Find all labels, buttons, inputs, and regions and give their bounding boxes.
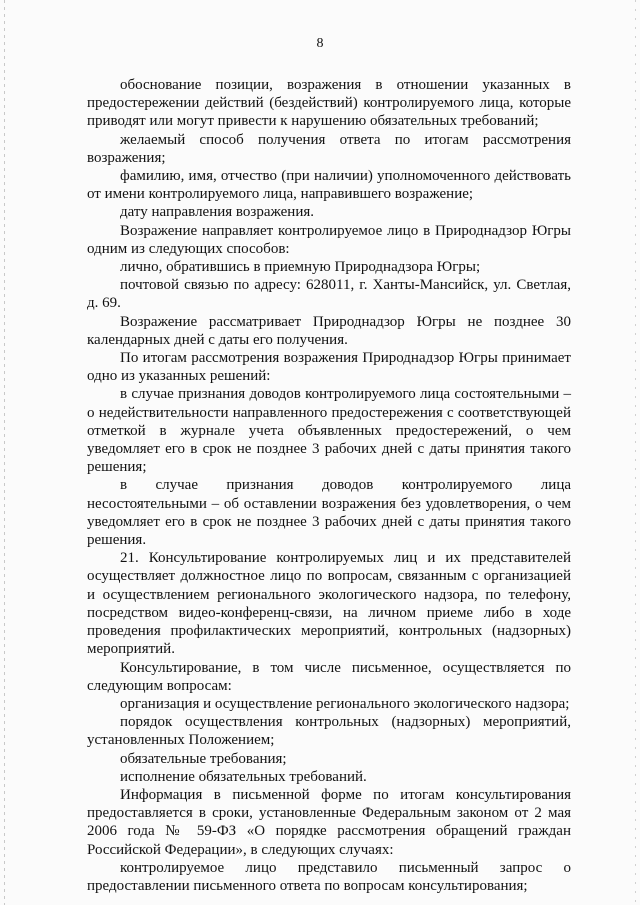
page-number: 8 <box>316 36 324 51</box>
paragraph: дату направления возражения. <box>120 204 315 221</box>
paragraph: Консультирование, в том числе письменное, осуществляется по следующим вопросам: <box>87 659 571 694</box>
paragraph: Возражение направляет контролируемое лицо в Природнадзор Югры одним из следующих способов: <box>87 222 571 257</box>
scan-edge-left <box>4 0 5 905</box>
paragraph: желаемый способ получения ответа по итогам рассмотрения возражения; <box>87 131 571 166</box>
paragraph: 21. Консультирование контролируемых лиц и их представителей осуществляет должностное лицо по вопросам, связанным с организацией и осуществлением регионального экологического надзора, по телефону, посредством видео-конференц-связи, на личном приеме либо в ходе проведения профилактических мероприятий, контрольных (надзорных) мероприятий. <box>87 550 571 658</box>
paragraph: обязательные требования; <box>120 750 287 767</box>
paragraph: Возражение рассматривает Природнадзор Югры не позднее 30 календарных дней с даты его получения. <box>87 313 571 348</box>
scan-edge-right <box>635 0 636 905</box>
paragraph: почтовой связью по адресу: 628011, г. Ханты-Мансийск, ул. Светлая, д. 69. <box>87 277 571 312</box>
paragraph: По итогам рассмотрения возражения Природнадзор Югры принимает одно из указанных решений: <box>87 350 571 385</box>
document-body <box>87 76 571 895</box>
paragraph: Информация в письменной форме по итогам консультирования предоставляется в сроки, установленные Федеральным законом от 2 мая 2006 года № 59-ФЗ «О порядке рассмотрения обращений граждан Российской Федерации», в следующих случаях: <box>87 786 571 858</box>
paragraph: обоснование позиции, возражения в отношении указанных в предостережении действий (бездействий) контролируемого лица, которые приводят или могут привести к нарушению обязательных требований; <box>87 77 571 130</box>
paragraph: порядок осуществления контрольных (надзорных) мероприятий, установленных Положением; <box>87 714 571 749</box>
paragraph: лично, обратившись в приемную Природнадзора Югры; <box>120 259 481 276</box>
paragraph: фамилию, имя, отчество (при наличии) уполномоченного действовать от имени контролируемого лица, направившего возражение; <box>87 168 571 203</box>
paragraph: контролируемое лицо представило письменный запрос о предоставлении письменного ответа по вопросам консультирования; <box>87 859 571 894</box>
paragraph: исполнение обязательных требований. <box>120 768 367 785</box>
paragraph: в случае признания доводов контролируемого лица состоятельными – о недействительности направленного предостережения с соответствующей отметкой в журнале учета объявленных предостережений, о чем уведомляет его в срок не позднее 3 рабочих дней с даты принятия такого решения; <box>87 386 571 476</box>
paragraph: организация и осуществление регионального экологического надзора; <box>120 695 570 712</box>
paragraph: в случае признания доводов контролируемого лица несостоятельными – об оставлении возражения без удовлетворения, о чем уведомляет его в срок не позднее 3 рабочих дней с даты принятия такого решения. <box>87 477 571 549</box>
